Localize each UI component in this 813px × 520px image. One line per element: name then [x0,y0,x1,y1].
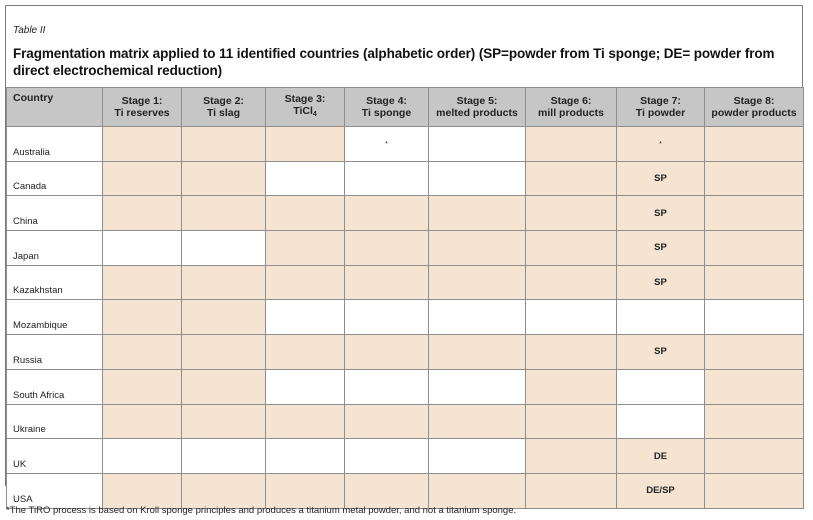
stage-3-cell [266,404,345,439]
stage-2-cell [182,473,266,508]
stage-1-cell [103,369,182,404]
column-header-subtitle-text: TiCl [293,105,313,117]
footnote-marker: * [385,141,388,149]
stage-5-cell [429,404,526,439]
footnote-marker: * [659,141,662,149]
stage-4-cell [345,300,429,335]
column-header-subtitle [266,105,344,121]
column-header-title: Stage 5: [456,95,498,107]
stage-3-cell [266,300,345,335]
column-header-stage-6 [526,88,617,127]
stage-2-cell [182,439,266,474]
stage-6-cell [526,404,617,439]
table-caption: Fragmentation matrix applied to 11 identified countries (alphabetic order) (SP=powder from Ti sponge; DE= powder from direct electrochemical reduction) [13,46,775,78]
fragmentation-matrix [6,87,804,509]
table-row [7,335,804,370]
stage-3-cell [266,161,345,196]
stage-5-cell [429,335,526,370]
stage-5-cell [429,196,526,231]
powder-type-label: SP [654,242,667,254]
stage-3-cell [266,265,345,300]
stage-8-cell [705,196,804,231]
column-header-subtitle [345,107,428,119]
table-row [7,127,804,162]
stage-7-cell [617,161,705,196]
footnote: *The TiRO process is based on Kroll sponge principles and produces a titanium metal powder, and not a titanium sponge. [6,505,517,516]
table-row [7,369,804,404]
stage-1-cell [103,161,182,196]
stage-4-cell [345,335,429,370]
stage-6-cell [526,473,617,508]
stage-2-cell [182,404,266,439]
stage-8-cell [705,127,804,162]
stage-4-cell [345,127,429,162]
stage-6-cell [526,265,617,300]
stage-5-cell [429,300,526,335]
stage-5-cell [429,161,526,196]
stage-1-cell [103,265,182,300]
stage-7-cell [617,473,705,508]
stage-2-cell [182,369,266,404]
stage-5-cell [429,127,526,162]
stage-5-cell [429,439,526,474]
stage-6-cell [526,335,617,370]
stage-7-cell [617,300,705,335]
country-cell: Canada [7,161,103,196]
stage-5-cell [429,369,526,404]
stage-3-cell [266,127,345,162]
stage-1-cell [103,439,182,474]
stage-3-cell [266,473,345,508]
table-row [7,265,804,300]
stage-6-cell [526,300,617,335]
stage-6-cell [526,231,617,266]
stage-8-cell [705,265,804,300]
column-header-title: Stage 2: [203,95,244,107]
powder-type-label: DE [653,450,668,462]
stage-7-cell [617,335,705,370]
stage-6-cell [526,196,617,231]
stage-7-cell [617,196,705,231]
powder-type-label: SP [654,346,667,358]
stage-6-cell [526,439,617,474]
stage-3-cell [266,196,345,231]
stage-6-cell [526,127,617,162]
stage-1-cell [103,127,182,162]
column-header-subtitle [526,107,616,119]
stage-2-cell [182,265,266,300]
column-header-stage-7 [617,88,705,127]
stage-4-cell [345,473,429,508]
country-cell: USA [7,473,103,508]
stage-4-cell [345,404,429,439]
stage-7-cell [617,439,705,474]
table-row [7,473,804,508]
stage-8-cell [705,369,804,404]
stage-4-cell [345,231,429,266]
stage-7-cell [617,404,705,439]
stage-3-cell [266,335,345,370]
stage-7-cell [617,265,705,300]
column-header-title: Stage 4: [366,95,407,107]
stage-2-cell [182,335,266,370]
stage-2-cell [182,127,266,162]
column-header-subtitle-text: powder products [711,107,797,119]
column-header-title: Stage 6: [550,95,592,107]
stage-1-cell [103,196,182,231]
stage-4-cell [345,439,429,474]
column-header-title: Stage 1: [121,95,163,107]
header-row [7,88,804,127]
country-cell: UK [7,439,103,474]
country-cell: Kazakhstan [7,265,103,300]
country-cell: Japan [7,231,103,266]
column-header-subtitle [705,107,803,119]
stage-4-cell [345,161,429,196]
powder-type-label: SP [654,207,667,219]
stage-8-cell [705,439,804,474]
table-row [7,300,804,335]
country-cell: Russia [7,335,103,370]
powder-type-label: SP [654,173,667,185]
stage-1-cell [103,231,182,266]
stage-4-cell [345,369,429,404]
stage-5-cell [429,265,526,300]
stage-8-cell [705,161,804,196]
column-header-subtitle-text: mill products [538,107,604,119]
column-header-stage-5 [429,88,526,127]
column-header-stage-2 [182,88,266,127]
column-header-stage-3 [266,88,345,127]
stage-6-cell [526,369,617,404]
stage-4-cell [345,265,429,300]
column-header-subtitle [103,107,181,119]
country-cell: Australia [7,127,103,162]
column-header-subtitle [429,107,525,119]
stage-5-cell [429,473,526,508]
stage-2-cell [182,231,266,266]
country-cell: Mozambique [7,300,103,335]
column-header-subtitle-text: Ti reserves [114,107,170,119]
column-header-stage-1 [103,88,182,127]
stage-8-cell [705,335,804,370]
column-header-title: Stage 8: [733,95,775,107]
stage-4-cell [345,196,429,231]
stage-2-cell [182,161,266,196]
column-header-subtitle-text: Ti sponge [361,107,412,119]
powder-type-label: DE/SP [646,485,675,497]
table-body [7,127,804,509]
stage-6-cell [526,161,617,196]
column-header-stage-8 [705,88,804,127]
column-header-stage-4 [345,88,429,127]
table-row [7,404,804,439]
column-header-title: Stage 7: [640,95,681,107]
country-cell: South Africa [7,369,103,404]
stage-8-cell [705,473,804,508]
stage-1-cell [103,335,182,370]
table-row [7,196,804,231]
country-cell: China [7,196,103,231]
stage-8-cell [705,404,804,439]
table-label: Table II [13,25,46,36]
table-row [7,231,804,266]
column-header-title: Stage 3: [284,93,326,105]
column-header-country: Country [7,88,103,127]
column-header-subtitle-text: melted products [436,107,518,119]
column-header-subtitle [182,107,265,119]
column-header-subtitle [617,107,704,119]
stage-5-cell [429,231,526,266]
stage-7-cell [617,127,705,162]
stage-7-cell [617,231,705,266]
country-cell: Ukraine [7,404,103,439]
stage-3-cell [266,369,345,404]
stage-2-cell [182,300,266,335]
stage-7-cell [617,369,705,404]
stage-1-cell [103,473,182,508]
stage-2-cell [182,196,266,231]
powder-type-label: SP [654,277,667,289]
column-header-subtitle-text: Ti slag [206,107,241,119]
stage-1-cell [103,300,182,335]
stage-1-cell [103,404,182,439]
column-header-subtitle-text: Ti powder [635,107,686,119]
stage-8-cell [705,231,804,266]
table-row [7,161,804,196]
table-row [7,439,804,474]
column-header-subscript: 4 [312,111,317,118]
stage-3-cell [266,439,345,474]
stage-8-cell [705,300,804,335]
stage-3-cell [266,231,345,266]
